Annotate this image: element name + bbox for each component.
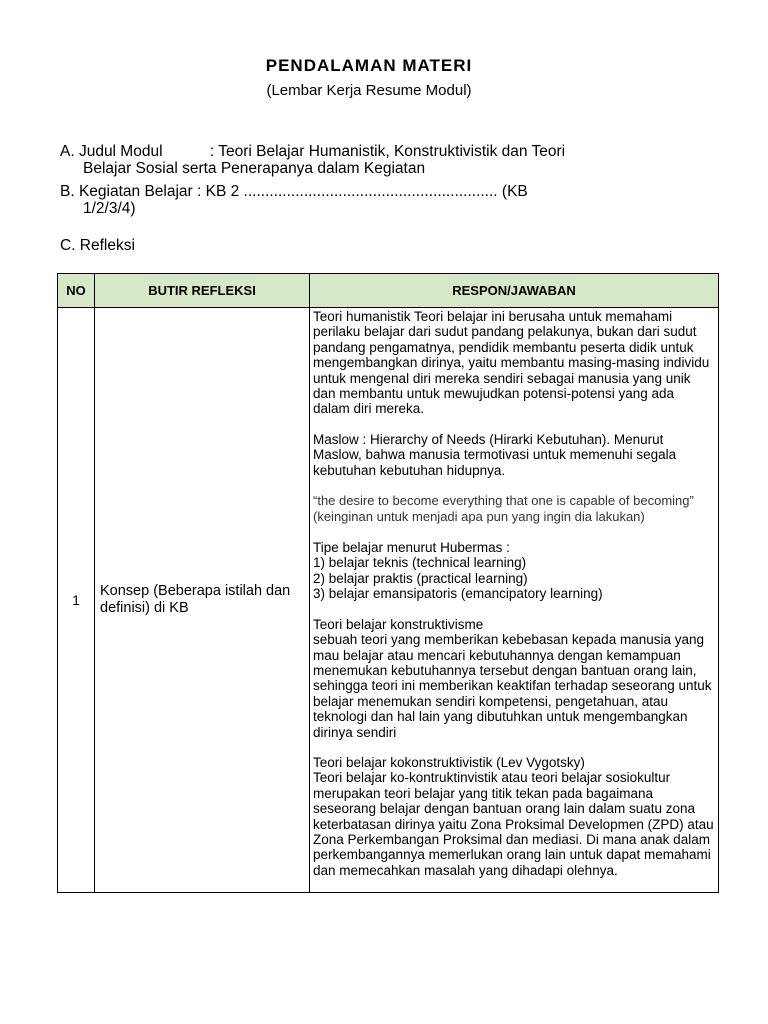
respon-hubermas bbox=[313, 540, 714, 602]
hubermas-item-2: 2) belajar praktis (practical learning) bbox=[313, 570, 528, 586]
row-butir: Konsep (Beberapa istilah dan definisi) di KB bbox=[95, 308, 310, 893]
hubermas-title: Tipe belajar menurut Hubermas : bbox=[313, 540, 510, 556]
header-no: NO bbox=[58, 274, 95, 308]
judul-modul-value-continued: Belajar Sosial serta Penerapanya dalam Kegiatan bbox=[83, 160, 426, 177]
respon-kokonstruktivistik bbox=[313, 755, 714, 878]
item-judul-modul bbox=[60, 143, 720, 177]
hubermas-item-1: 1) belajar teknis (technical learning) bbox=[313, 555, 527, 571]
row-respon bbox=[310, 308, 719, 893]
judul-modul-value: : Teori Belajar Humanistik, Konstruktivistik dan Teori bbox=[209, 143, 566, 160]
hubermas-item-3: 3) belajar emansipatoris (emancipatory learning) bbox=[313, 586, 603, 602]
kokonstruktivistik-title: Teori belajar kokonstruktivistik (Lev Vygotsky) bbox=[313, 754, 585, 770]
page-title: PENDALAMAN MATERI bbox=[265, 56, 473, 75]
refleksi-table bbox=[57, 273, 719, 893]
respon-humanistik: Teori humanistik Teori belajar ini berusaha untuk memahami perilaku belajar dari sudut pandang pelakunya, bukan dari sudut pandang pengamatnya, pendidik membantu peserta didik untuk mengembangkan dirinya, yaitu membantu masing-masing individu untuk mengenal diri mereka sendiri sebagai manusia yang unik dan membantu untuk mewujudkan potensi-potensi yang ada dalam diri mereka. bbox=[313, 309, 710, 417]
kegiatan-belajar-line: B. Kegiatan Belajar : KB 2 ........................................................... (KB bbox=[60, 183, 528, 200]
header-respon-jawaban: RESPON/JAWABAN bbox=[310, 274, 719, 308]
item-kegiatan-belajar bbox=[60, 183, 720, 217]
page-subtitle: (Lembar Kerja Resume Modul) bbox=[266, 82, 472, 99]
konstruktivisme-body: sebuah teori yang memberikan kebebasan kepada manusia yang mau belajar atau mencari kebutuhannya dengan kemampuan menemukan kebutuhannya tersebut dengan bantuan orang lain, sehingga teori ini memberikan keaktifan terhadap seseorang untuk belajar menemukan sendiri kompetensi, pengetahuan, atau teknologi dan hal lain yang dibutuhkan untuk mengembangkan dirinya sendiri bbox=[313, 632, 712, 740]
table-row bbox=[58, 308, 719, 893]
kegiatan-belajar-options: 1/2/3/4) bbox=[83, 200, 136, 217]
row-number: 1 bbox=[58, 308, 95, 893]
konstruktivisme-title: Teori belajar konstruktivisme bbox=[313, 616, 484, 632]
header-butir-refleksi: BUTIR REFLEKSI bbox=[95, 274, 310, 308]
judul-modul-label: A. Judul Modul bbox=[60, 143, 163, 160]
respon-quote: “the desire to become everything that one is capable of becoming” (keinginan untuk menjadi apa pun yang ingin dia lakukan) bbox=[313, 493, 694, 525]
respon-konstruktivisme bbox=[313, 617, 714, 740]
kokonstruktivistik-body: Teori belajar ko-kontruktinvistik atau teori belajar sosiokultur merupakan teori belajar yang titik tekan pada bagaimana seseorang belajar dengan bantuan orang lain dalam suatu zona keterbatasan dirinya yaitu Zona Proksimal Developmen (ZPD) atau Zona Perkembangan Proksimal dan mediasi. Di mana anak dalam perkembangannya memerlukan orang lain untuk dapat memahami dan memecahkan masalah yang dihadapi olehnya. bbox=[313, 770, 714, 878]
respon-maslow: Maslow : Hierarchy of Needs (Hirarki Kebutuhan). Menurut Maslow, bahwa manusia termotivasi untuk memenuhi segala kebutuhan kebutuhan hidupnya. bbox=[313, 431, 677, 478]
item-refleksi: C. Refleksi bbox=[60, 237, 135, 254]
table-header-row bbox=[58, 274, 719, 308]
